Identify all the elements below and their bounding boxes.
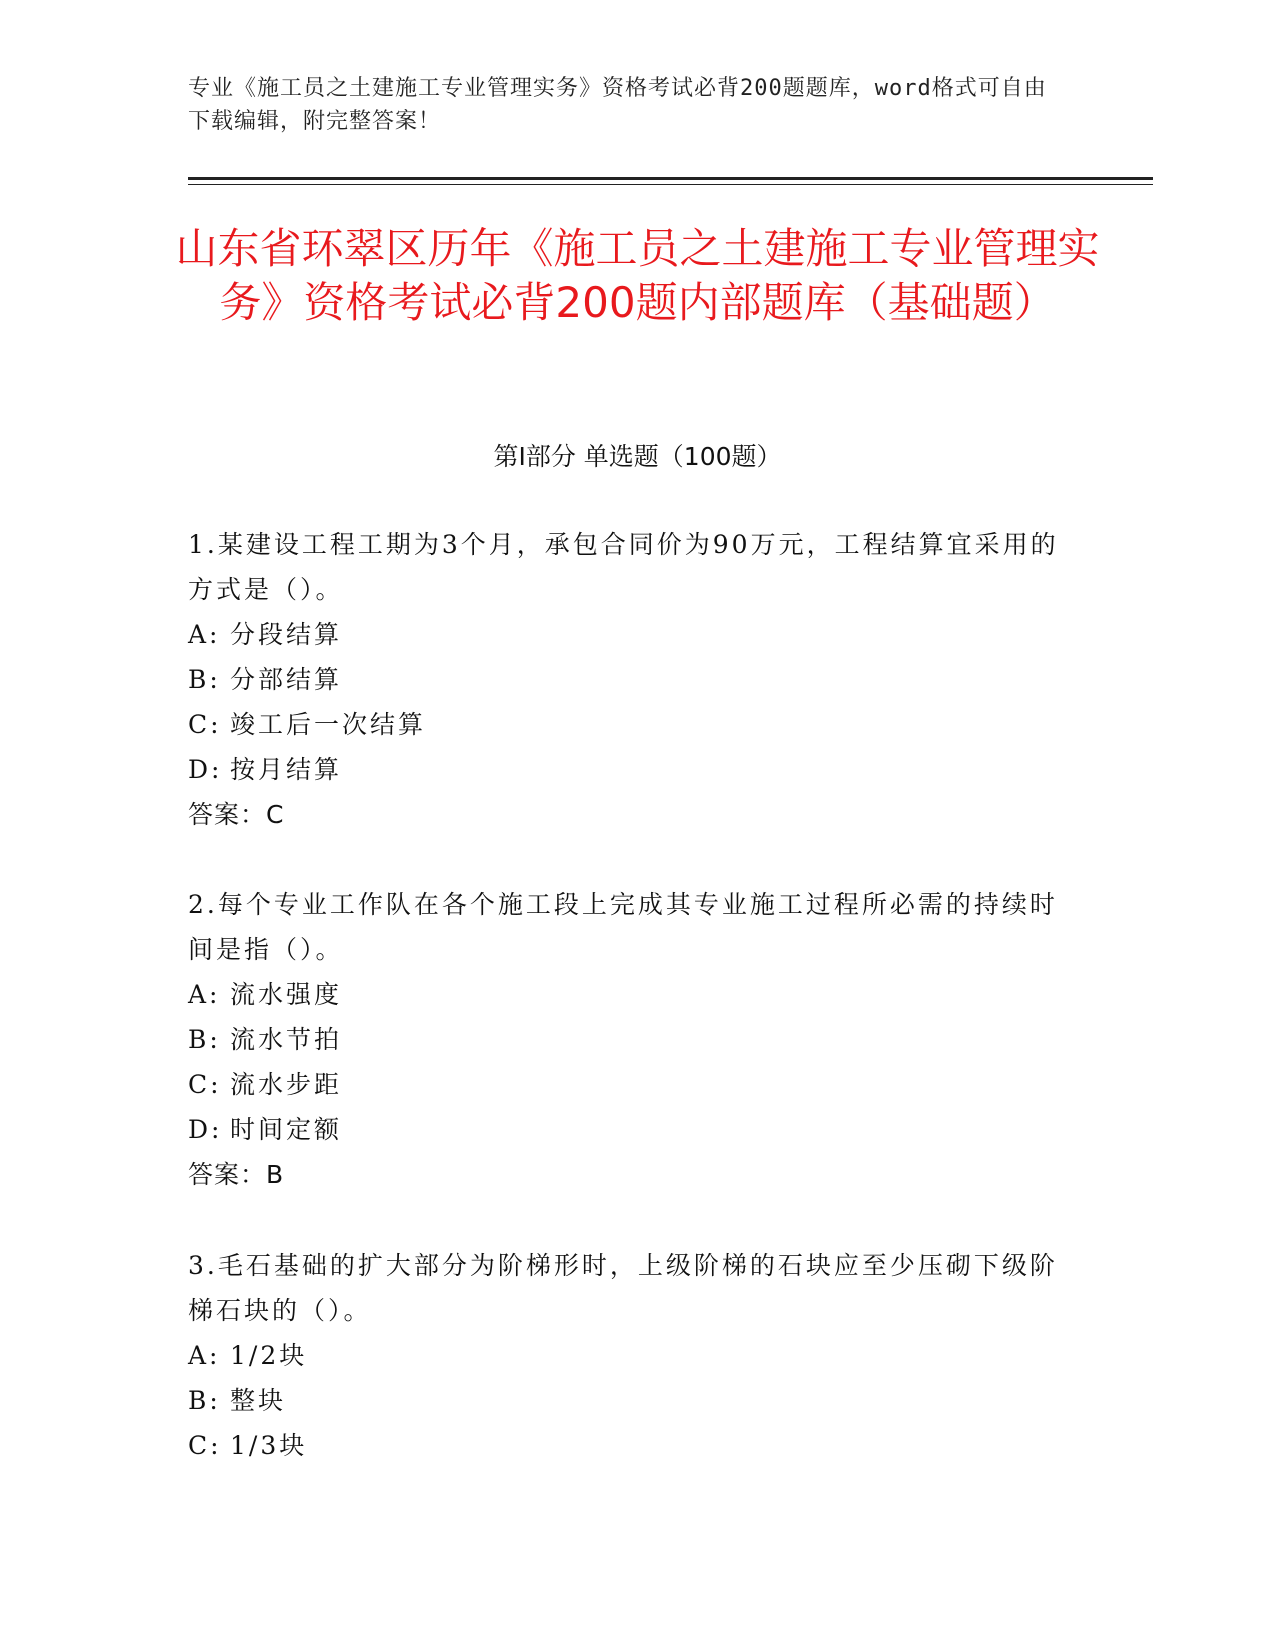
- option-text: 按月结算: [230, 755, 343, 784]
- option-key: C:: [188, 710, 222, 739]
- option-c: [188, 1062, 1068, 1107]
- header-rule-thick: [188, 177, 1153, 180]
- question-1: [188, 522, 1068, 837]
- option-key: B:: [188, 1025, 221, 1054]
- option-text: 流水节拍: [230, 1025, 343, 1054]
- option-d: [188, 747, 1068, 792]
- option-b: [188, 1378, 1068, 1423]
- option-text: 竣工后一次结算: [230, 710, 427, 739]
- option-key: D:: [188, 755, 223, 784]
- option-key: B:: [188, 665, 221, 694]
- section-heading: 第I部分 单选题（100题）: [493, 442, 782, 471]
- question-stem: 3.毛石基础的扩大部分为阶梯形时，上级阶梯的石块应至少压砌下级阶梯石块的（）。: [188, 1251, 1058, 1325]
- option-c: [188, 702, 1068, 747]
- option-key: C:: [188, 1070, 222, 1099]
- option-a: [188, 1333, 1068, 1378]
- option-text: 分段结算: [230, 620, 343, 649]
- header-rule-thin: [188, 184, 1153, 185]
- option-text: 1/2块: [230, 1341, 308, 1370]
- option-text: 流水强度: [230, 980, 343, 1009]
- answer-line: 答案：C: [188, 800, 285, 829]
- question-stem: 2.每个专业工作队在各个施工段上完成其专业施工过程所必需的持续时间是指（）。: [188, 890, 1058, 964]
- question-stem: 1.某建设工程工期为3个月，承包合同价为90万元，工程结算宜采用的方式是（）。: [188, 530, 1059, 604]
- header-note: 专业《施工员之土建施工专业管理实务》资格考试必背200题题库，word格式可自由下载编辑，附完整答案！: [188, 76, 1047, 134]
- option-key: A:: [188, 1341, 221, 1370]
- option-key: A:: [188, 620, 221, 649]
- option-key: C:: [188, 1431, 222, 1460]
- option-key: A:: [188, 980, 221, 1009]
- option-key: B:: [188, 1386, 221, 1415]
- option-text: 流水步距: [230, 1070, 343, 1099]
- question-3: [188, 1243, 1068, 1468]
- option-b: [188, 1017, 1068, 1062]
- option-key: D:: [188, 1115, 223, 1144]
- option-text: 整块: [230, 1386, 287, 1415]
- question-2: [188, 882, 1068, 1197]
- document-title: 山东省环翠区历年《施工员之土建施工专业管理实务》资格考试必背200题内部题库（基础题）: [175, 224, 1100, 327]
- option-c: [188, 1423, 1068, 1468]
- option-text: 时间定额: [230, 1115, 343, 1144]
- option-a: [188, 612, 1068, 657]
- option-b: [188, 657, 1068, 702]
- option-text: 分部结算: [230, 665, 343, 694]
- answer-line: 答案：B: [188, 1160, 285, 1189]
- option-d: [188, 1107, 1068, 1152]
- option-a: [188, 972, 1068, 1017]
- option-text: 1/3块: [230, 1431, 308, 1460]
